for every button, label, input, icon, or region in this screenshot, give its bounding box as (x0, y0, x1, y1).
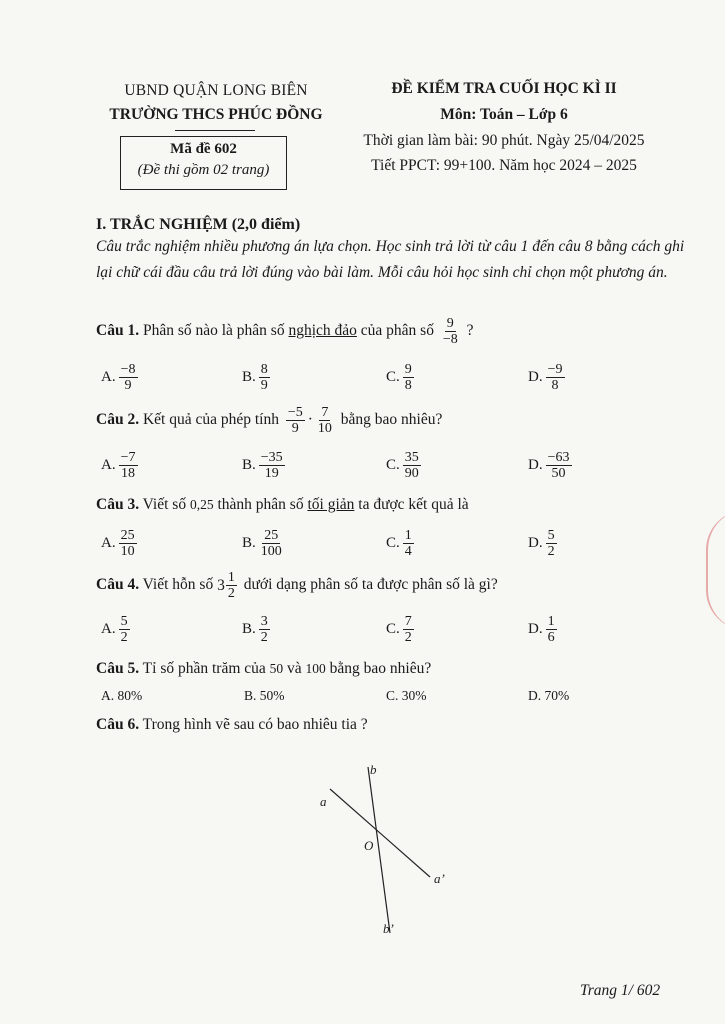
denominator: 2 (260, 630, 268, 645)
numerator: 9 (404, 362, 412, 377)
option-letter: C. (386, 621, 400, 637)
question-text: và (283, 660, 306, 677)
question-text: ? (462, 322, 474, 340)
denominator: 2 (404, 630, 412, 645)
question-text: dưới dạng phân số ta được phân số là gì? (239, 576, 498, 594)
question-3 (96, 496, 469, 514)
option-letter: D. (528, 688, 542, 703)
whole-part: 3 (217, 576, 225, 594)
exam-code: Mã đề 602 (170, 141, 237, 157)
option-value: 70% (544, 688, 570, 703)
numerator: 25 (120, 528, 135, 543)
option-4d[interactable] (528, 614, 560, 645)
option-3b[interactable] (242, 528, 287, 559)
question-text: Kết quả của phép tính (139, 411, 283, 429)
fraction (403, 528, 414, 559)
question-label: Câu 4. (96, 576, 140, 594)
denominator: 8 (404, 378, 412, 393)
option-letter: C. (386, 457, 400, 473)
denominator: 9 (291, 421, 299, 436)
fraction (316, 405, 334, 436)
option-2c[interactable] (386, 450, 424, 481)
numerator: 3 (260, 614, 268, 629)
numerator: 1 (404, 528, 412, 543)
fraction (546, 450, 572, 481)
option-letter: B. (242, 369, 256, 385)
option-5a[interactable] (101, 688, 142, 704)
fraction (286, 405, 305, 436)
fraction (226, 570, 237, 601)
exam-time: Thời gian làm bài: 90 phút. Ngày 25/04/2025 (363, 132, 645, 149)
numerator: 9 (446, 316, 454, 331)
number-value: 100 (305, 661, 326, 676)
question-text: Phân số nào là phân số (139, 322, 289, 340)
numerator: −8 (120, 362, 136, 377)
option-value: 50% (259, 688, 285, 703)
denominator: 2 (547, 544, 555, 559)
line-aa (330, 789, 430, 877)
option-letter: C. (386, 535, 400, 551)
label-b-prime: b’ (383, 921, 394, 936)
label-b: b (370, 762, 377, 777)
option-letter: A. (101, 535, 116, 551)
option-value: 30% (401, 688, 427, 703)
denominator: 6 (547, 630, 555, 645)
fraction (119, 450, 138, 481)
option-2a[interactable] (101, 450, 141, 481)
option-2b[interactable] (242, 450, 288, 481)
fraction (546, 362, 565, 393)
option-1a[interactable] (101, 362, 141, 393)
pages-note: (Đề thi gồm 02 trang) (137, 162, 270, 178)
option-4a[interactable] (101, 614, 133, 645)
numerator: 7 (404, 614, 412, 629)
option-5d[interactable] (528, 688, 569, 704)
question-6 (96, 716, 368, 734)
option-5c[interactable] (386, 688, 427, 704)
question-5 (96, 660, 431, 678)
section-instruction: Câu trắc nghiệm nhiều phương án lựa chọn. Học sinh trả lời từ câu 1 đến câu 8 bằng cách ghi lại chữ cái đầu câu trả lời đúng vào bài làm. Mỗi câu hỏi học sinh chỉ chọn một phương án. (96, 238, 685, 281)
denominator: 8 (551, 378, 559, 393)
denominator: 9 (124, 378, 132, 393)
numerator: 5 (547, 528, 555, 543)
fraction (546, 614, 557, 645)
red-stamp (706, 510, 725, 630)
label-o: O (364, 838, 374, 853)
option-3a[interactable] (101, 528, 140, 559)
fraction (119, 614, 130, 645)
option-letter: A. (101, 688, 115, 703)
question-label: Câu 1. (96, 322, 140, 340)
decimal-number: 0,25 (189, 497, 214, 512)
page-number: Trang 1/ 602 (580, 982, 661, 999)
numerator: 35 (404, 450, 419, 465)
question-text: Viết hỗn số (139, 576, 218, 594)
option-2d[interactable] (528, 450, 575, 481)
numerator: 1 (547, 614, 555, 629)
numerator: 7 (321, 405, 329, 420)
denominator: 50 (551, 466, 566, 481)
numerator: 25 (264, 528, 279, 543)
denominator: 9 (260, 378, 268, 393)
option-3d[interactable] (528, 528, 560, 559)
denominator: 2 (120, 630, 128, 645)
fraction (403, 362, 414, 393)
option-3c[interactable] (386, 528, 417, 559)
question-label: Câu 5. (96, 660, 140, 677)
question-4 (96, 570, 498, 601)
option-letter: B. (242, 621, 256, 637)
fraction (119, 362, 138, 393)
option-1d[interactable] (528, 362, 568, 393)
option-1c[interactable] (386, 362, 417, 393)
option-4b[interactable] (242, 614, 273, 645)
question-text: bằng bao nhiêu? (336, 411, 443, 429)
lines-figure (300, 755, 460, 940)
fraction (259, 528, 284, 559)
numerator: −7 (120, 450, 136, 465)
fraction (259, 362, 270, 393)
option-letter: C. (386, 369, 400, 385)
question-label: Câu 6. (96, 716, 140, 733)
option-4c[interactable] (386, 614, 417, 645)
exam-period: Tiết PPCT: 99+100. Năm học 2024 – 2025 (371, 157, 637, 174)
denominator: 4 (404, 544, 412, 559)
fraction (403, 614, 414, 645)
denominator: 2 (227, 586, 235, 601)
denominator: 90 (404, 466, 419, 481)
denominator: 18 (121, 466, 136, 481)
question-label: Câu 2. (96, 411, 140, 429)
question-text: Viết số (139, 496, 190, 513)
question-label: Câu 3. (96, 496, 140, 513)
question-text: ta được kết quả là (354, 496, 469, 513)
section-title: I. TRẮC NGHIỆM (2,0 điểm) (96, 216, 301, 233)
option-5b[interactable] (244, 688, 285, 704)
numerator: −9 (547, 362, 563, 377)
fraction (259, 450, 285, 481)
denominator: 10 (317, 421, 332, 436)
exam-code-box (120, 136, 287, 190)
header-underline (175, 130, 255, 131)
question-underlined: nghịch đảo (288, 322, 357, 340)
question-1 (96, 316, 474, 347)
numerator: 8 (260, 362, 268, 377)
question-underlined: tối giản (307, 496, 355, 513)
question-2 (96, 405, 442, 436)
denominator: 10 (120, 544, 135, 559)
option-letter: D. (528, 457, 543, 473)
number-value: 50 (269, 661, 284, 676)
option-letter: B. (242, 535, 256, 551)
numerator: −63 (547, 450, 570, 465)
numerator: 5 (120, 614, 128, 629)
question-text: bằng bao nhiêu? (325, 660, 432, 677)
numerator: −35 (260, 450, 283, 465)
fraction (546, 528, 557, 559)
option-1b[interactable] (242, 362, 273, 393)
numerator: −5 (287, 405, 303, 420)
mixed-number (217, 570, 240, 601)
label-a-prime: a’ (434, 871, 445, 886)
question-text: Tỉ số phần trăm của (139, 660, 270, 677)
option-value: 80% (117, 688, 143, 703)
option-letter: A. (101, 457, 116, 473)
exam-subject: Môn: Toán – Lớp 6 (440, 106, 568, 123)
option-letter: C. (386, 688, 399, 703)
fraction (119, 528, 137, 559)
school-name: TRƯỜNG THCS PHÚC ĐỒNG (109, 106, 323, 123)
denominator: 100 (260, 544, 282, 559)
question-text: Trong hình vẽ sau có bao nhiêu tia ? (139, 716, 368, 733)
multiply-dot: · (307, 411, 313, 429)
question-text: thành phân số (213, 496, 308, 513)
exam-title: ĐỀ KIỂM TRA CUỐI HỌC KÌ II (391, 80, 617, 97)
numerator: 1 (227, 570, 235, 585)
fraction (403, 450, 421, 481)
option-letter: B. (244, 688, 257, 703)
option-letter: D. (528, 369, 543, 385)
option-letter: A. (101, 369, 116, 385)
denominator: 19 (264, 466, 279, 481)
label-a: a (320, 794, 327, 809)
fraction (259, 614, 270, 645)
district-name: UBND QUẬN LONG BIÊN (124, 82, 308, 99)
question-text: của phân số (356, 322, 434, 340)
option-letter: B. (242, 457, 256, 473)
option-letter: D. (528, 535, 543, 551)
denominator: −8 (442, 332, 458, 347)
fraction (441, 316, 460, 347)
option-letter: A. (101, 621, 116, 637)
option-letter: D. (528, 621, 543, 637)
